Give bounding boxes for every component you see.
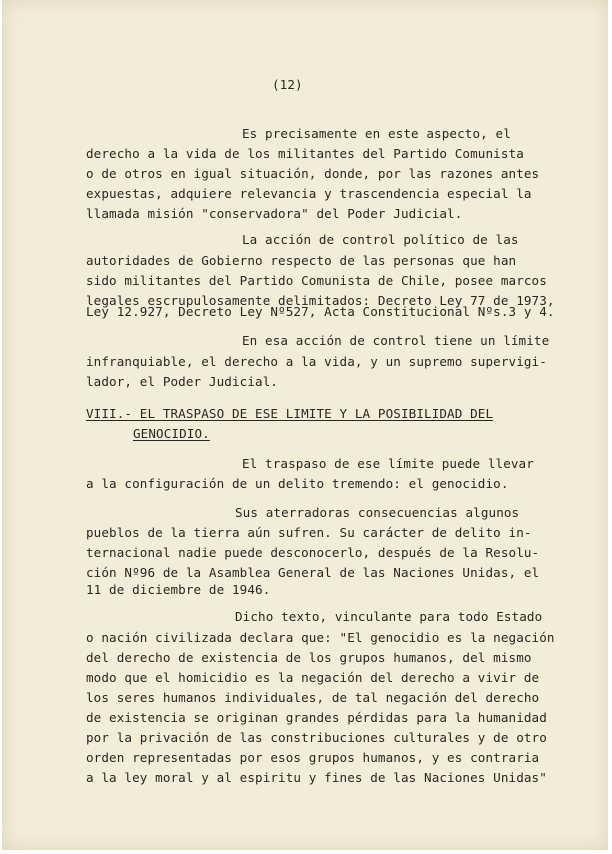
text-line: legales escrupulosamente delimitados: Decreto Ley 77 de 1973, xyxy=(86,293,555,308)
text-line: La acción de control político de las xyxy=(242,232,519,247)
text-line: Es precisamente en este aspecto, el xyxy=(242,126,511,141)
text-line: de existencia se originan grandes pérdidas para la humanidad xyxy=(86,710,547,725)
text-line: ternacional nadie puede desconocerlo, después de la Resolu- xyxy=(86,545,540,560)
text-line: por la privación de las constribuciones culturales y de otro xyxy=(86,730,547,745)
text-line: Sus aterradoras consecuencias algunos xyxy=(235,505,520,520)
heading-line: VIII.- EL TRASPASO DE ESE LIMITE Y LA POSIBILIDAD DEL xyxy=(86,406,494,421)
text-line: ción Nº96 de la Asamblea General de las Naciones Unidas, el xyxy=(86,565,540,580)
page-text xyxy=(2,0,608,850)
text-line: infranquiable, el derecho a la vida, y un supremo supervigi- xyxy=(86,354,547,369)
text-line: Dicho texto, vinculante para todo Estado xyxy=(235,609,543,624)
text-line: orden representadas por esos grupos humanos, y es contraria xyxy=(86,750,540,765)
text-line: lador, el Poder Judicial. xyxy=(86,374,279,389)
text-line: a la configuración de un delito tremendo: el genocidio. xyxy=(86,476,509,491)
text-line: los seres humanos individuales, de tal negación del derecho xyxy=(86,690,540,705)
text-line: o de otros en igual situación, donde, por las razones antes xyxy=(86,166,540,181)
text-line: modo que el homicidio es la negación del derecho a vivir de xyxy=(86,670,540,685)
text-line: a la ley moral y al espiritu y fines de las Naciones Unidas" xyxy=(86,770,547,785)
text-line: En esa acción de control tiene un límite xyxy=(242,333,550,348)
text-line: expuestas, adquiere relevancia y trascendencia especial la xyxy=(86,186,532,201)
page-number: (12) xyxy=(272,77,303,92)
text-line: del derecho de existencia de los grupos humanos, del mismo xyxy=(86,650,532,665)
text-line: o nación civilizada declara que: "El genocidio es la negación xyxy=(86,630,555,645)
text-line: pueblos de la tierra aún sufren. Su carácter de delito in- xyxy=(86,525,532,540)
text-line: 11 de diciembre de 1946. xyxy=(86,582,271,597)
heading-line: GENOCIDIO. xyxy=(133,426,210,441)
document-page xyxy=(2,0,608,850)
text-line: Ley 12.927, Decreto Ley Nº527, Acta Constitucional Nºs.3 y 4. xyxy=(86,304,555,319)
text-line: El traspaso de ese límite puede llevar xyxy=(242,456,534,471)
text-line: autoridades de Gobierno respecto de las personas que han xyxy=(86,253,517,268)
text-line: llamada misión "conservadora" del Poder Judicial. xyxy=(86,206,463,221)
text-line: sido militantes del Partido Comunista de Chile, posee marcos xyxy=(86,273,547,288)
text-line: derecho a la vida de los militantes del Partido Comunista xyxy=(86,146,524,161)
